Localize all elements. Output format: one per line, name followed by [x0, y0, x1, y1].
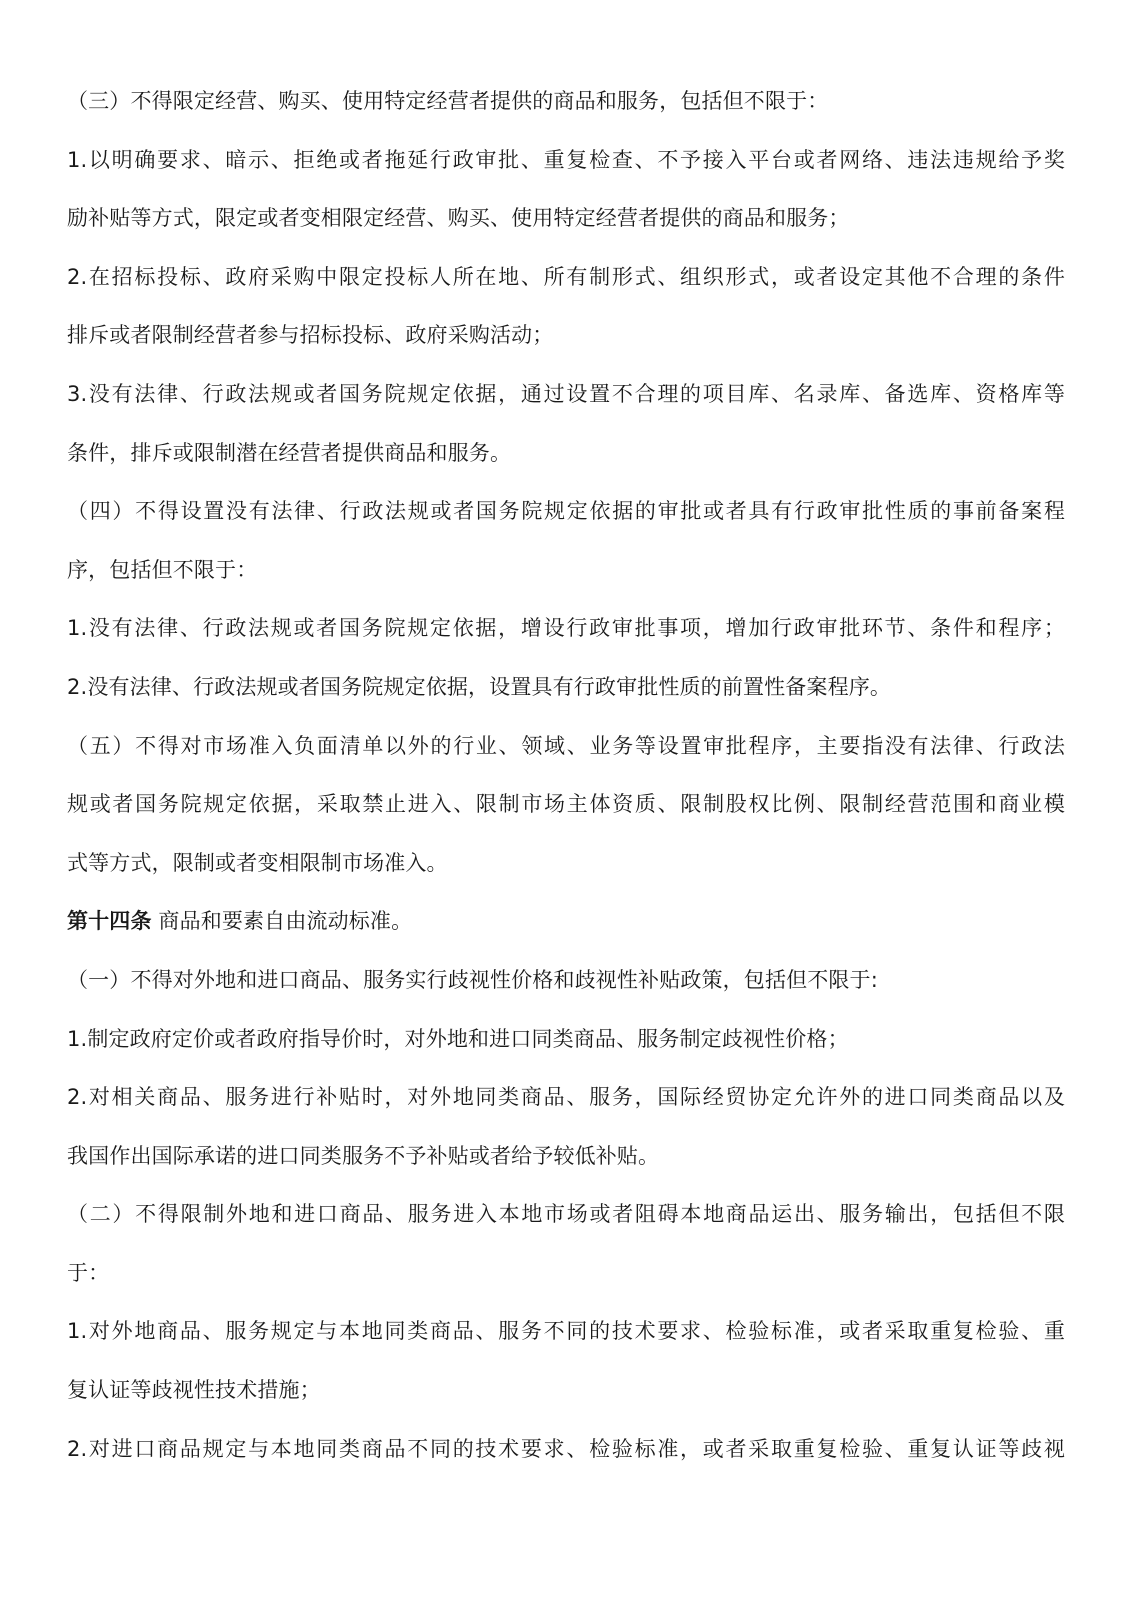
- text-line: [67, 951, 1065, 1010]
- line-text: （五）不得对市场准入负面清单以外的行业、领域、业务等设置审批程序，主要指没有法律、行政法: [67, 733, 1065, 758]
- text-line: [67, 1068, 1065, 1127]
- line-text: （二）不得限制外地和进口商品、服务进入本地市场或者阻碍本地商品运出、服务输出，包括但不限: [67, 1202, 1065, 1227]
- text-line: [67, 1302, 1065, 1361]
- article-heading: 第十四条: [67, 909, 152, 934]
- text-line: [67, 892, 1065, 951]
- text-line: [67, 306, 1065, 365]
- text-line: [67, 365, 1065, 424]
- line-text: （一）不得对外地和进口商品、服务实行歧视性价格和歧视性补贴政策，包括但不限于:: [67, 967, 878, 992]
- text-line: [67, 248, 1065, 307]
- text-line: [67, 189, 1065, 248]
- line-text: （四）不得设置没有法律、行政法规或者国务院规定依据的审批或者具有行政审批性质的事前备案程: [67, 499, 1065, 524]
- text-line: [67, 717, 1065, 776]
- text-line: [67, 1185, 1065, 1244]
- line-text: 式等方式，限制或者变相限制市场准入。: [67, 850, 448, 875]
- text-line: [67, 599, 1065, 658]
- text-line: [67, 775, 1065, 834]
- line-text: 3.没有法律、行政法规或者国务院规定依据，通过设置不合理的项目库、名录库、备选库、资格库等: [67, 381, 1065, 406]
- line-text: 1.没有法律、行政法规或者国务院规定依据，增设行政审批事项，增加行政审批环节、条件和程序；: [67, 616, 1065, 641]
- line-text: 排斥或者限制经营者参与招标投标、政府采购活动；: [67, 323, 554, 348]
- line-text: 2.没有法律、行政法规或者国务院规定依据，设置具有行政审批性质的前置性备案程序。: [67, 674, 892, 699]
- text-line: [67, 131, 1065, 190]
- text-line: [67, 1361, 1065, 1420]
- text-line: [67, 834, 1065, 893]
- line-text: 2.在招标投标、政府采购中限定投标人所在地、所有制形式、组织形式，或者设定其他不合理的条件: [67, 264, 1065, 289]
- text-line: [67, 658, 1065, 717]
- text-line: [67, 1420, 1065, 1479]
- text-line: [67, 482, 1065, 541]
- line-text: （三）不得限定经营、购买、使用特定经营者提供的商品和服务，包括但不限于：: [67, 89, 829, 113]
- line-text: 序，包括但不限于：: [67, 557, 258, 582]
- text-line: [67, 541, 1065, 600]
- line-text: 规或者国务院规定依据，采取禁止进入、限制市场主体资质、限制股权比例、限制经营范围和商业模: [67, 792, 1065, 817]
- line-text: 于：: [67, 1260, 110, 1285]
- text-line: [67, 72, 1065, 131]
- line-text: 1.对外地商品、服务规定与本地同类商品、服务不同的技术要求、检验标准，或者采取重复检验、重: [67, 1319, 1065, 1344]
- line-text: 商品和要素自由流动标准。: [151, 909, 413, 934]
- text-line: [67, 1244, 1065, 1303]
- line-text: 2.对进口商品规定与本地同类商品不同的技术要求、检验标准，或者采取重复检验、重复认证等歧视: [67, 1436, 1065, 1461]
- text-line: [67, 424, 1065, 483]
- line-text: 2.对相关商品、服务进行补贴时，对外地同类商品、服务，国际经贸协定允许外的进口同类商品以及: [67, 1085, 1065, 1110]
- line-text: 我国作出国际承诺的进口同类服务不予补贴或者给予较低补贴。: [67, 1143, 660, 1168]
- line-text: 励补贴等方式，限定或者变相限定经营、购买、使用特定经营者提供的商品和服务；: [67, 206, 850, 231]
- document-body: [67, 72, 1065, 1478]
- line-text: 条件，排斥或限制潜在经营者提供商品和服务。: [67, 440, 512, 465]
- line-text: 1.制定政府定价或者政府指导价时，对外地和进口同类商品、服务制定歧视性价格；: [67, 1026, 849, 1051]
- text-line: [67, 1127, 1065, 1186]
- text-line: [67, 1010, 1065, 1069]
- line-text: 复认证等歧视性技术措施；: [67, 1378, 321, 1403]
- line-text: 1.以明确要求、暗示、拒绝或者拖延行政审批、重复检查、不予接入平台或者网络、违法违规给予奖: [67, 147, 1065, 172]
